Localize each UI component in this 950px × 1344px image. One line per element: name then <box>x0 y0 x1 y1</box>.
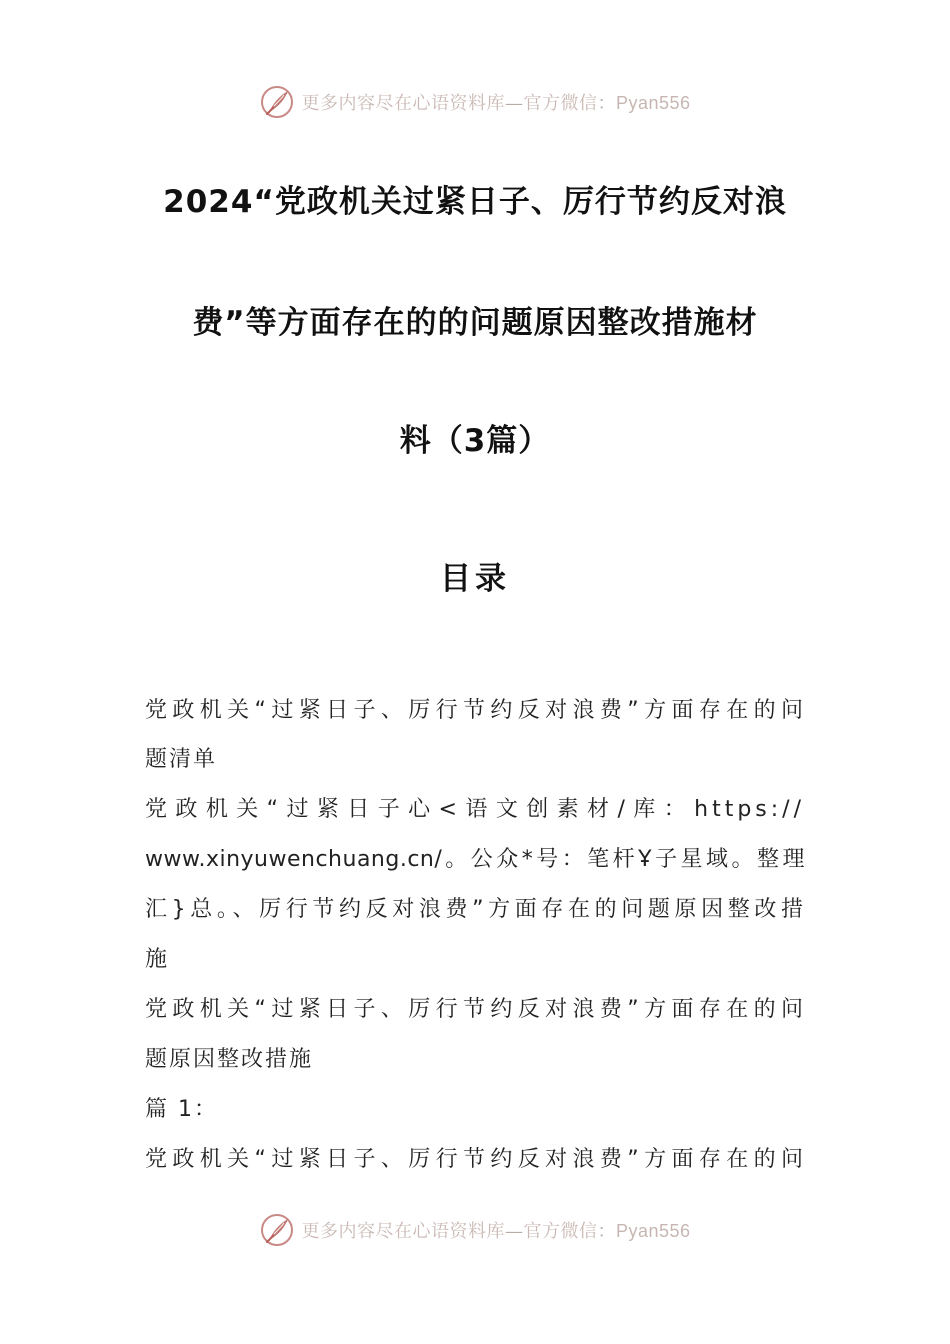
toc-line: 施 <box>145 947 170 972</box>
toc-line: 党政机关“过紧日子心<语文创素材/库：https:// <box>145 797 805 822</box>
toc-heading: 目录 <box>440 561 510 597</box>
document-title-line-2: 费”等方面存在的的问题原因整改措施材 <box>192 305 758 341</box>
watermark-handle: Pyan556 <box>615 93 691 113</box>
toc-line: 题清单 <box>145 747 218 772</box>
toc-line: www.xinyuwenchuang.cn/。公众*号：笔杆Ұ子星域。整理 <box>145 847 805 872</box>
toc-line: 党政机关“过紧日子、厉行节约反对浪费”方面存在的问 <box>145 997 805 1022</box>
watermark-footer <box>0 1210 950 1250</box>
watermark-main-text: 更多内容尽在心语资料库 <box>301 1221 505 1242</box>
watermark-footer-text <box>301 1217 690 1243</box>
watermark-header <box>0 82 950 122</box>
watermark-official-text: 官方微信 <box>523 93 598 114</box>
toc-line: 篇 1： <box>145 1097 218 1122</box>
document-title-line-1: 2024“党政机关过紧日子、厉行节约反对浪 <box>163 184 787 220</box>
quill-logo-icon <box>259 84 295 120</box>
watermark-footer-inner <box>259 1212 690 1248</box>
watermark-separator: ： <box>597 93 616 114</box>
watermark-main-text: 更多内容尽在心语资料库 <box>301 93 505 114</box>
watermark-official-text: 官方微信 <box>523 1221 598 1242</box>
watermark-header-text <box>301 89 690 115</box>
toc-line: 题原因整改措施 <box>145 1047 314 1072</box>
watermark-dash: — <box>504 93 524 114</box>
document-title-line-3: 料（3篇） <box>399 423 551 459</box>
watermark-dash: — <box>504 1221 524 1242</box>
toc-line: 党政机关“过紧日子、厉行节约反对浪费”方面存在的问 <box>145 698 805 723</box>
watermark-header-inner <box>259 84 690 120</box>
watermark-separator: ： <box>597 1221 616 1242</box>
toc-line: 党政机关“过紧日子、厉行节约反对浪费”方面存在的问 <box>145 1147 805 1172</box>
toc-line: 汇}总。、厉行节约反对浪费”方面存在的问题原因整改措 <box>145 897 805 922</box>
watermark-handle: Pyan556 <box>615 1221 691 1241</box>
quill-logo-icon <box>259 1212 295 1248</box>
